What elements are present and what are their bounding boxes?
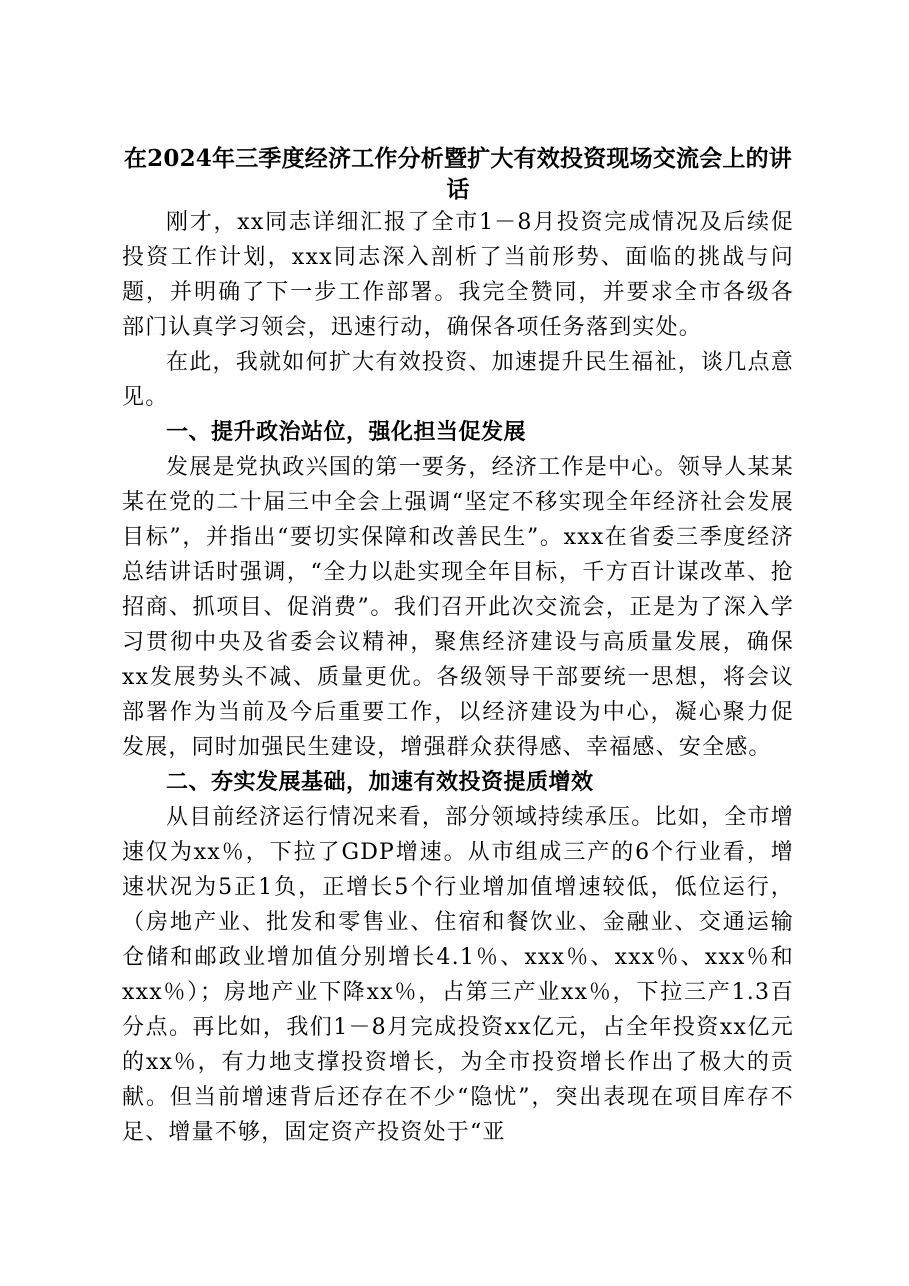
- intro-paragraph-1: 刚才，xx同志详细汇报了全市1－8月投资完成情况及后续促投资工作计划，xxx同志深入剖析了当前形势、面临的挑战与问题，并明确了下一步工作部署。我完全赞同，并要求全市各级各部门认真学习领会，迅速行动，确保各项任务落到实处。: [122, 210, 794, 340]
- section-2-paragraph-1: 从目前经济运行情况来看，部分领域持续承压。比如，全市增速仅为xx％，下拉了GDP增速。从市组成三产的6个行业看，增速状况为5正1负，正增长5个行业增加值增速较低，低位运行，（房地产业、批发和零售业、住宿和餐饮业、金融业、交通运输仓储和邮政业增加值分别增长4.1％、xxx％、xxx％、xxx％和xxx％）；房地产业下降xx％，占第三产业xx％，下拉三产1.3百分点。再比如，我们1－8月完成投资xx亿元，占全年投资xx亿元的xx％，有力地支撑投资增长，为全市投资增长作出了极大的贡献。但当前增速背后还存在不少“隐忧”，突出表现在项目库存不足、增量不够，固定资产投资处于“亚: [122, 805, 794, 1145]
- document-title: 在2024年三季度经济工作分析暨扩大有效投资现场交流会上的讲话: [123, 145, 792, 203]
- section-1-heading: 一、提升政治站位，强化担当促发展: [166, 420, 527, 445]
- document-page: [122, 143, 794, 1150]
- intro-paragraph-2: 在此，我就如何扩大有效投资、加速提升民生福祉，谈几点意见。: [122, 350, 794, 410]
- section-2-heading: 二、夯实发展基础，加速有效投资提质增效: [166, 770, 594, 795]
- section-1-paragraph-1: 发展是党执政兴国的第一要务，经济工作是中心。领导人某某某在党的二十届三中全会上强调“坚定不移实现全年经济社会发展目标”，并指出“要切实保障和改善民生”。xxx在省委三季度经济总结讲话时强调，“全力以赴实现全年目标，千方百计谋改革、抢招商、抓项目、促消费”。我们召开此次交流会，正是为了深入学习贯彻中央及省委会议精神，聚焦经济建设与高质量发展，确保xx发展势头不减、质量更优。各级领导干部要统一思想，将会议部署作为当前及今后重要工作，以经济建设为中心，凝心聚力促发展，同时加强民生建设，增强群众获得感、幸福感、安全感。: [122, 455, 794, 760]
